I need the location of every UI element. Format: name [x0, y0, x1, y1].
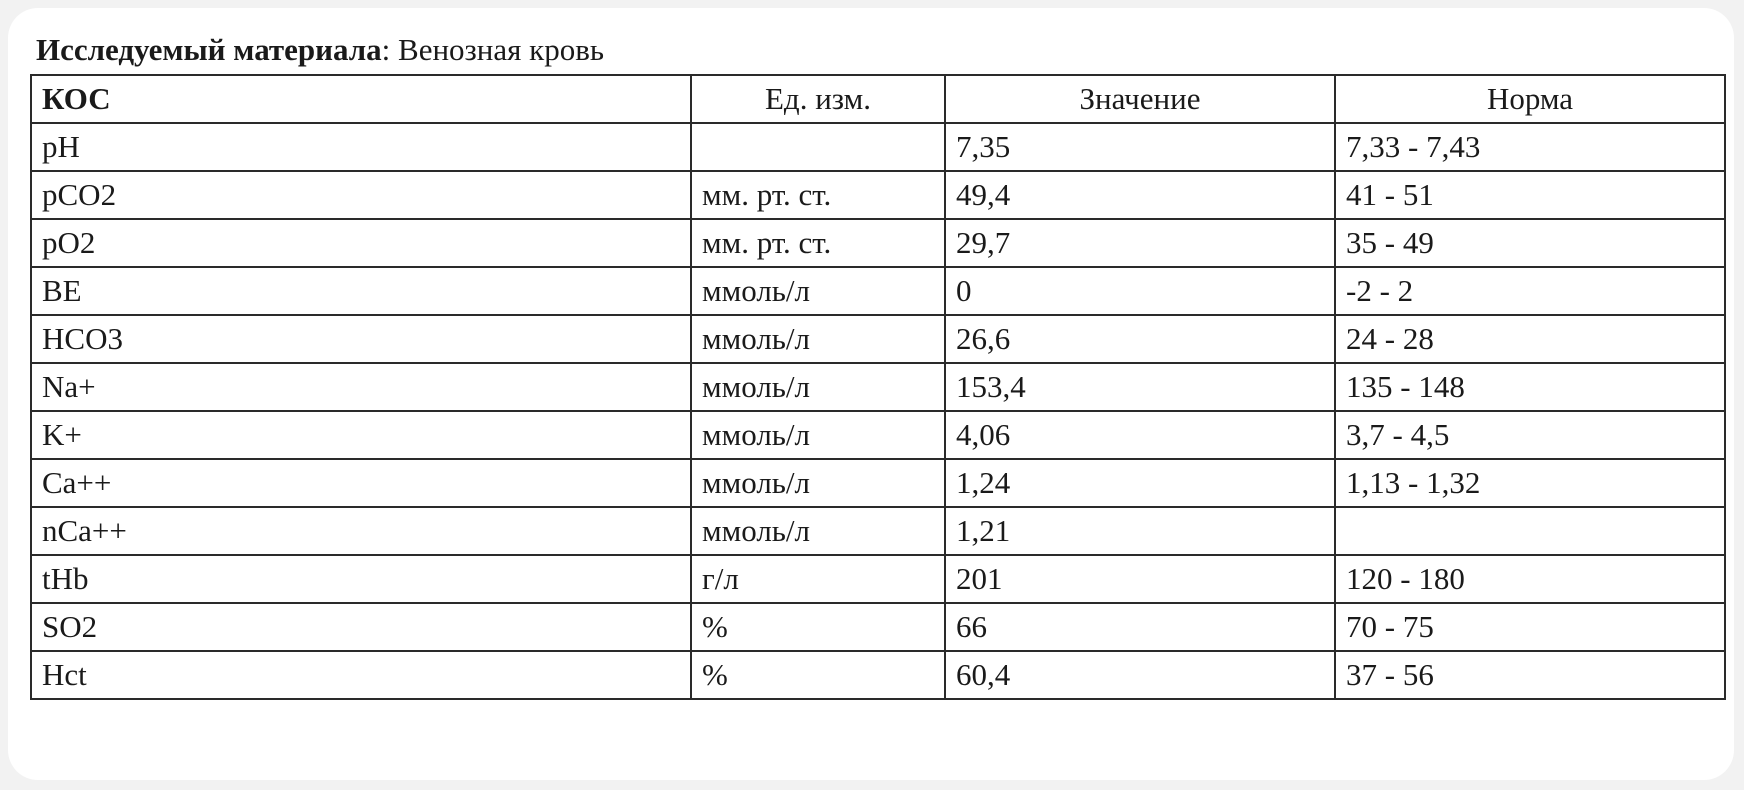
- material-value: Венозная кровь: [390, 32, 604, 67]
- table-row: [31, 507, 1725, 555]
- cell-value: 1,21: [945, 507, 1335, 555]
- cell-value: 60,4: [945, 651, 1335, 699]
- cell-unit: мм. рт. ст.: [691, 171, 945, 219]
- cell-parameter: Hct: [31, 651, 691, 699]
- document-card: [8, 8, 1734, 780]
- header-unit: Ед. изм.: [691, 75, 945, 123]
- cell-norm: 37 - 56: [1335, 651, 1725, 699]
- kos-table: [30, 74, 1726, 700]
- table-row: [31, 651, 1725, 699]
- cell-norm: 24 - 28: [1335, 315, 1725, 363]
- table-row: [31, 555, 1725, 603]
- cell-value: 66: [945, 603, 1335, 651]
- table-row: [31, 267, 1725, 315]
- cell-parameter: pCO2: [31, 171, 691, 219]
- table-row: [31, 315, 1725, 363]
- cell-parameter: pH: [31, 123, 691, 171]
- cell-norm: 120 - 180: [1335, 555, 1725, 603]
- cell-unit: ммоль/л: [691, 459, 945, 507]
- table-row: [31, 219, 1725, 267]
- cell-parameter: pO2: [31, 219, 691, 267]
- cell-norm: 70 - 75: [1335, 603, 1725, 651]
- cell-unit: ммоль/л: [691, 363, 945, 411]
- cell-parameter: BE: [31, 267, 691, 315]
- cell-unit: ммоль/л: [691, 411, 945, 459]
- material-separator: :: [381, 32, 391, 67]
- cell-parameter: SO2: [31, 603, 691, 651]
- cell-unit: [691, 123, 945, 171]
- cell-parameter: Ca++: [31, 459, 691, 507]
- cell-value: 49,4: [945, 171, 1335, 219]
- table-row: [31, 123, 1725, 171]
- cell-norm: 135 - 148: [1335, 363, 1725, 411]
- cell-parameter: Na+: [31, 363, 691, 411]
- table-row: [31, 603, 1725, 651]
- cell-unit: г/л: [691, 555, 945, 603]
- cell-unit: %: [691, 651, 945, 699]
- cell-norm: 41 - 51: [1335, 171, 1725, 219]
- cell-unit: ммоль/л: [691, 315, 945, 363]
- cell-value: 153,4: [945, 363, 1335, 411]
- cell-norm: [1335, 507, 1725, 555]
- material-label: Исследуемый материала: [36, 32, 382, 67]
- cell-parameter: K+: [31, 411, 691, 459]
- cell-value: 4,06: [945, 411, 1335, 459]
- cell-norm: 7,33 - 7,43: [1335, 123, 1725, 171]
- lab-report: [30, 30, 1724, 700]
- cell-value: 201: [945, 555, 1335, 603]
- header-norm: Норма: [1335, 75, 1725, 123]
- cell-unit: %: [691, 603, 945, 651]
- cell-parameter: tHb: [31, 555, 691, 603]
- cell-value: 7,35: [945, 123, 1335, 171]
- cell-norm: 1,13 - 1,32: [1335, 459, 1725, 507]
- cell-unit: мм. рт. ст.: [691, 219, 945, 267]
- cell-parameter: HCO3: [31, 315, 691, 363]
- cell-value: 26,6: [945, 315, 1335, 363]
- material-line: [36, 30, 1724, 74]
- cell-value: 1,24: [945, 459, 1335, 507]
- table-row: [31, 411, 1725, 459]
- cell-unit: ммоль/л: [691, 507, 945, 555]
- table-row: [31, 363, 1725, 411]
- table-row: [31, 459, 1725, 507]
- table-header-row: [31, 75, 1725, 123]
- table-row: [31, 171, 1725, 219]
- cell-value: 0: [945, 267, 1335, 315]
- header-kos: КОС: [31, 75, 691, 123]
- cell-unit: ммоль/л: [691, 267, 945, 315]
- cell-norm: 35 - 49: [1335, 219, 1725, 267]
- cell-parameter: nCa++: [31, 507, 691, 555]
- cell-value: 29,7: [945, 219, 1335, 267]
- cell-norm: -2 - 2: [1335, 267, 1725, 315]
- header-value: Значение: [945, 75, 1335, 123]
- cell-norm: 3,7 - 4,5: [1335, 411, 1725, 459]
